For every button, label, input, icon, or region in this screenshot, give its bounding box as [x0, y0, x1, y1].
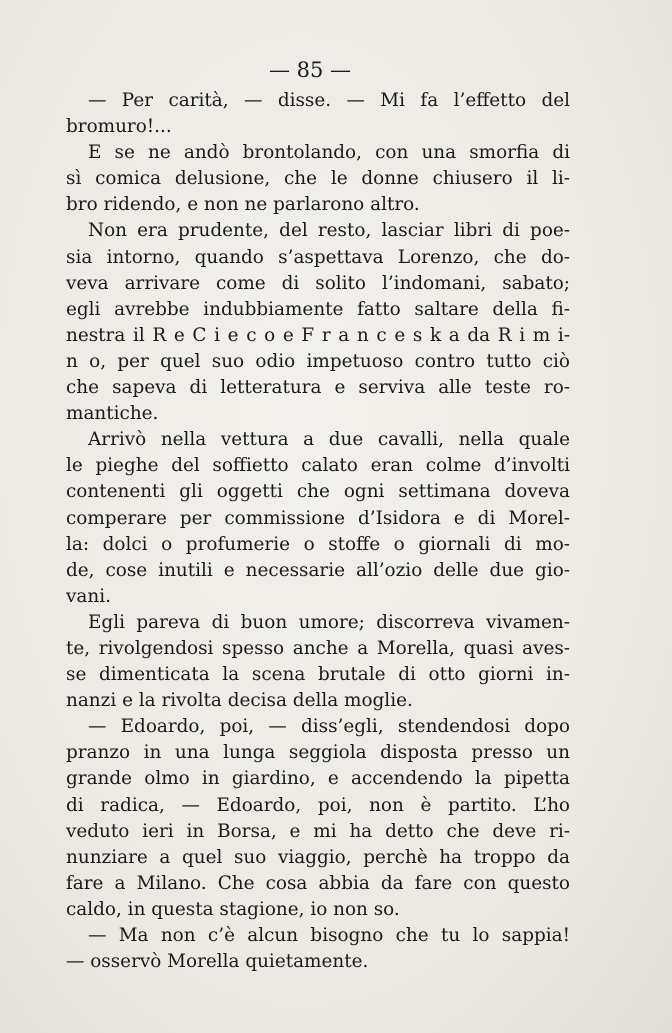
text-line: di radica, — Edoardo, poi, non è partito. L’ho — [66, 794, 570, 816]
text-line: bro ridendo, e non ne parlarono altro. — [66, 194, 420, 216]
text-line: de, cose inutili e necessarie all’ozio delle due gio- — [66, 559, 570, 581]
text-line: nanzi e la rivolta decisa della moglie. — [66, 690, 413, 712]
text-line: che sapeva di letteratura e serviva alle teste ro- — [66, 377, 570, 399]
text-line: — osservò Morella quietamente. — [66, 951, 369, 973]
text-line: mantiche. — [66, 403, 159, 425]
text-line: E se ne andò brontolando, con una smorfia di — [88, 142, 570, 164]
text-line: le pieghe del soffietto calato eran colme d’involti — [66, 455, 570, 477]
text-line: egli avrebbe indubbiamente fatto saltare della fi- — [66, 298, 570, 320]
text-line: se dimenticata la scena brutale di otto giorni in- — [66, 664, 570, 686]
text-line: Arrivò nella vettura a due cavalli, nella quale — [88, 429, 570, 451]
page-number: — 85 — — [268, 58, 352, 82]
text-line: pranzo in una lunga seggiola disposta presso un — [66, 742, 570, 764]
text-line: veva arrivare come di solito l’indomani, sabato; — [66, 272, 570, 294]
body-text — [66, 88, 570, 975]
text-line: — Edoardo, poi, — diss’egli, stendendosi dopo — [88, 716, 570, 738]
text-line: bromuro!... — [66, 116, 172, 138]
text-line: fare a Milano. Che cosa abbia da fare con questo — [66, 872, 570, 894]
text-line: la: dolci o profumerie o stoffe o giornali di mo- — [66, 533, 570, 555]
text-line: — Per carità, — disse. — Mi fa l’effetto del — [88, 90, 570, 111]
text-line: te, rivolgendosi spesso anche a Morella, quasi aves- — [66, 637, 570, 659]
text-line: contenenti gli oggetti che ogni settimana doveva — [66, 481, 570, 503]
text-line: Egli pareva di buon umore; discorreva vivamen- — [88, 611, 570, 633]
text-line: sia intorno, quando s’aspettava Lorenzo, che do- — [66, 246, 570, 268]
text-line: nunziare a quel suo viaggio, perchè ha troppo da — [66, 846, 570, 868]
text-line: comperare per commissione d’Isidora e di Morel- — [66, 507, 570, 529]
text-line: grande olmo in giardino, e accendendo la pipetta — [66, 768, 570, 790]
text-line: — Ma non c’è alcun bisogno che tu lo sappia! — [88, 925, 570, 946]
text-line: veduto ieri in Borsa, e mi ha detto che deve ri- — [66, 820, 570, 842]
text-line: n o, per quel suo odio impetuoso contro tutto ciò — [66, 350, 570, 372]
text-line: Non era prudente, del resto, lasciar libri di poe- — [88, 220, 570, 242]
text-line: nestra il R e C i e c o e F r a n c e s k a da R i m i- — [66, 324, 570, 346]
text-line: sì comica delusione, che le donne chiusero il li- — [66, 168, 570, 190]
text-line: vani. — [66, 585, 111, 607]
text-line: caldo, in questa stagione, io non so. — [66, 898, 400, 920]
